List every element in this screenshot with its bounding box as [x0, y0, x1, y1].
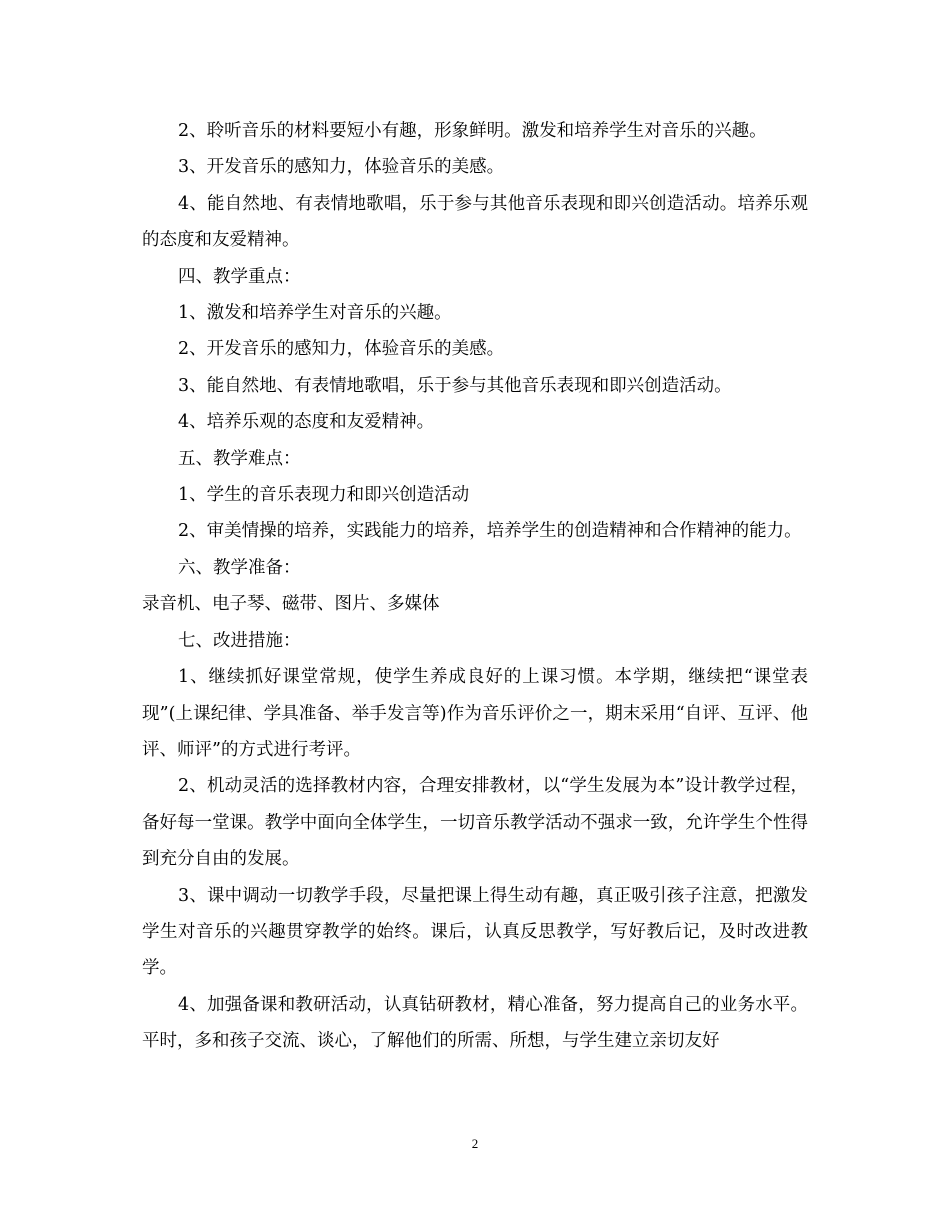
paragraph: 3、开发音乐的感知力，体验音乐的美感。	[178, 157, 505, 178]
paragraph: 1、学生的音乐表现力和即兴创造活动	[178, 485, 470, 506]
paragraph: 2、聆听音乐的材料要短小有趣，形象鲜明。激发和培养学生对音乐的兴趣。	[178, 121, 767, 141]
paragraph: 2、机动灵活的选择教材内容，合理安排教材，以“学生发展为本”设计教学过程，备好每一堂课。教学中面向全体学生，一切音乐教学活动不强求一致，允许学生个性得到充分自由的发展。	[142, 776, 808, 870]
paragraph: 录音机、电子琴、磁带、图片、多媒体	[142, 594, 440, 615]
page-number: 2	[471, 1136, 479, 1151]
section-heading: 五、教学难点：	[178, 448, 301, 469]
section-heading: 六、教学准备：	[178, 557, 301, 578]
document-body	[142, 113, 808, 1060]
paragraph: 2、审美情操的培养，实践能力的培养，培养学生的创造精神和合作精神的能力。	[178, 521, 802, 542]
paragraph: 2、开发音乐的感知力，体验音乐的美感。	[178, 339, 505, 360]
section-heading: 七、改进措施：	[178, 630, 301, 651]
paragraph: 4、加强备课和教研活动，认真钻研教材，精心准备，努力提高自己的业务水平。平时，多和孩子交流、谈心，了解他们的所需、所想，与学生建立亲切友好	[142, 994, 808, 1052]
paragraph: 4、培养乐观的态度和友爱精神。	[178, 412, 435, 433]
paragraph: 1、激发和培养学生对音乐的兴趣。	[178, 303, 452, 324]
paragraph: 3、能自然地、有表情地歌唱，乐于参与其他音乐表现和即兴创造活动。	[178, 375, 732, 396]
section-heading: 四、教学重点：	[178, 266, 301, 287]
paragraph: 3、课中调动一切教学手段，尽量把课上得生动有趣，真正吸引孩子注意，把激发学生对音乐的兴趣贯穿教学的始终。课后，认真反思教学，写好教后记，及时改进教学。	[142, 885, 808, 979]
paragraph: 4、能自然地、有表情地歌唱，乐于参与其他音乐表现和即兴创造活动。培养乐观的态度和友爱精神。	[142, 193, 808, 251]
paragraph: 1、继续抓好课堂常规，使学生养成良好的上课习惯。本学期，继续把“课堂表现”(上课纪律、学具准备、举手发言等)作为音乐评价之一，期末采用“自评、互评、他评、师评”的方式进行考评。	[142, 667, 808, 760]
